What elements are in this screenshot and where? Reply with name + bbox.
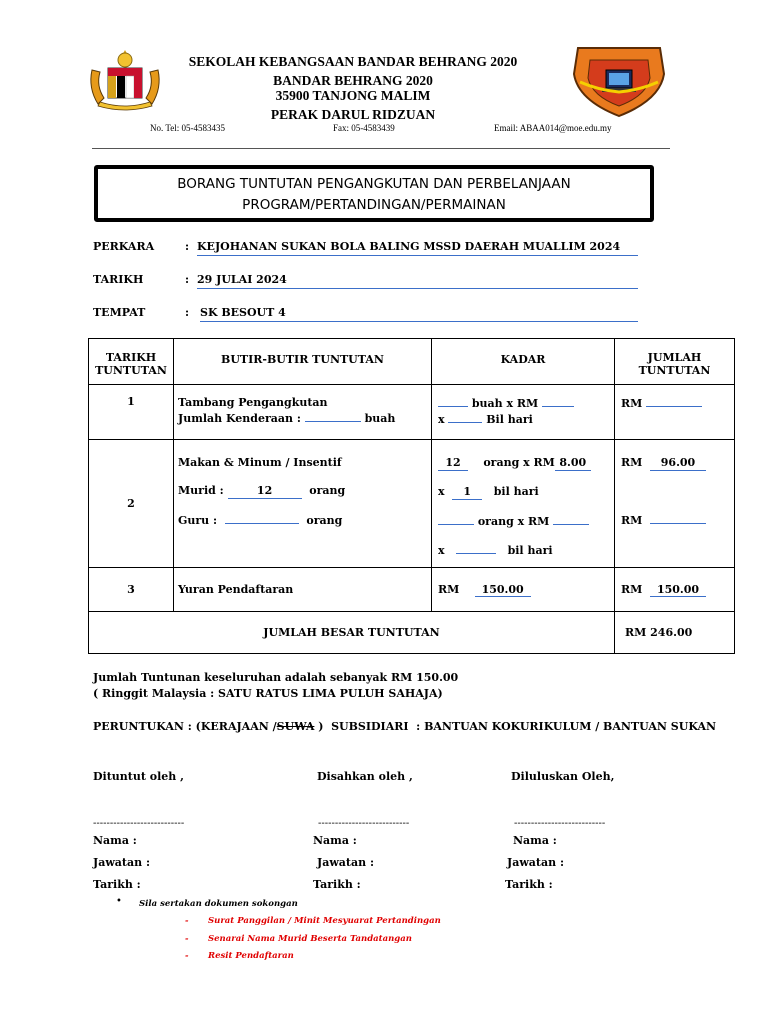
school-address-line1: BANDAR BEHRANG 2020 bbox=[273, 73, 433, 88]
field-value-perkara: KEJOHANAN SUKAN BOLA BALING MSSD DAERAH MUALLIM 2024 bbox=[197, 240, 638, 256]
attachment-dash-icon: - bbox=[185, 951, 189, 961]
transport-total-blank[interactable] bbox=[646, 395, 702, 407]
header-divider bbox=[92, 148, 670, 149]
field-label-tarikh: TARIKH bbox=[93, 273, 144, 286]
guru-rate-text: orang x RM bbox=[477, 515, 550, 528]
row-number: 2 bbox=[89, 440, 174, 568]
meals-rm-label: RM bbox=[621, 456, 643, 469]
guru-rm-label: RM bbox=[621, 514, 643, 527]
murid-unit: orang bbox=[309, 484, 346, 497]
jawatan-label-approver: Jawatan : bbox=[507, 856, 565, 869]
grand-total-value: RM 246.00 bbox=[615, 612, 735, 654]
transport-rm-label: RM bbox=[621, 397, 643, 410]
allocation-prefix: PERUNTUKAN : (KERAJAAN / bbox=[93, 720, 277, 733]
guru-price-blank[interactable] bbox=[553, 513, 589, 525]
attachment-item: Senarai Nama Murid Beserta Tandatangan bbox=[208, 934, 412, 944]
registration-rm-label: RM bbox=[438, 582, 460, 596]
signature-heading-verifier: Disahkan oleh , bbox=[317, 770, 413, 783]
guru-label: Guru : bbox=[178, 514, 218, 527]
transport-days-label: Bil hari bbox=[486, 413, 533, 426]
nama-label-approver: Nama : bbox=[513, 834, 557, 847]
meals-price-value: 8.00 bbox=[555, 455, 591, 471]
school-state: PERAK DARUL RIDZUAN bbox=[270, 107, 436, 122]
registration-total-cell bbox=[615, 568, 735, 612]
school-badge-logo bbox=[568, 44, 670, 118]
vehicle-count-label: Jumlah Kenderaan : bbox=[178, 412, 301, 425]
guru-line bbox=[178, 512, 431, 528]
transport-total-cell bbox=[615, 385, 735, 440]
meals-total-cell bbox=[615, 440, 735, 568]
meals-days-label: bil hari bbox=[493, 485, 539, 498]
guru-days-label: bil hari bbox=[507, 544, 553, 557]
field-value-tarikh: 29 JULAI 2024 bbox=[197, 273, 638, 289]
transport-rate-line2 bbox=[438, 411, 614, 427]
transport-rate-cell bbox=[432, 385, 615, 440]
table-row bbox=[89, 385, 735, 440]
form-title-box bbox=[94, 165, 654, 222]
guru-amount-blank[interactable] bbox=[650, 512, 706, 524]
guru-days-blank[interactable] bbox=[456, 542, 496, 554]
murid-label: Murid : bbox=[178, 484, 224, 497]
field-label-tempat: TEMPAT bbox=[93, 306, 146, 319]
murid-count-value: 12 bbox=[228, 483, 302, 499]
guru-count-blank[interactable] bbox=[225, 512, 299, 524]
meals-total-line2 bbox=[621, 512, 734, 528]
vehicle-count-unit: buah bbox=[364, 412, 396, 425]
grand-total-label: JUMLAH BESAR TUNTUTAN bbox=[89, 612, 615, 654]
guru-unit: orang bbox=[306, 514, 343, 527]
vehicle-count-blank[interactable] bbox=[305, 410, 361, 422]
attachment-note: Sila sertakan dokumen sokongan bbox=[139, 899, 298, 909]
meals-days-value: 1 bbox=[452, 484, 482, 500]
field-label-perkara: PERKARA bbox=[93, 240, 155, 253]
table-row bbox=[89, 568, 735, 612]
table-row bbox=[89, 440, 735, 568]
bullet-icon: • bbox=[116, 896, 122, 907]
attachment-dash-icon: - bbox=[185, 916, 189, 926]
header-kadar: KADAR bbox=[432, 339, 615, 385]
header-jumlah-tuntutan: JUMLAH TUNTUTAN bbox=[615, 339, 735, 385]
signature-heading-approver: Diluluskan Oleh, bbox=[511, 770, 615, 783]
field-colon-tempat: : bbox=[185, 306, 190, 319]
signature-line-verifier[interactable]: --------------------------- bbox=[318, 818, 410, 829]
school-address-line2: 35900 TANJONG MALIM bbox=[275, 88, 431, 103]
signature-line-approver[interactable]: --------------------------- bbox=[514, 818, 606, 829]
allocation-struck-option: SUWA bbox=[276, 720, 315, 733]
field-colon-tarikh: : bbox=[185, 273, 190, 286]
grand-total-row bbox=[89, 612, 735, 654]
attachment-dash-icon: - bbox=[185, 934, 189, 944]
bus-count-blank[interactable] bbox=[438, 395, 468, 407]
field-value-tempat: SK BESOUT 4 bbox=[200, 306, 638, 322]
meals-qty-value: 12 bbox=[438, 455, 468, 471]
registration-rate-cell bbox=[432, 568, 615, 612]
bus-price-blank[interactable] bbox=[542, 395, 574, 407]
allocation-line bbox=[93, 720, 716, 733]
attachment-item: Resit Pendaftaran bbox=[208, 951, 294, 961]
transport-rate-text: buah x RM bbox=[471, 397, 539, 410]
nama-label-verifier: Nama : bbox=[313, 834, 357, 847]
meals-days-line bbox=[438, 484, 614, 500]
vehicle-count-line bbox=[178, 410, 431, 426]
fax-number: Fax: 05-4583439 bbox=[333, 123, 395, 133]
table-header-row bbox=[89, 339, 735, 385]
field-colon-perkara: : bbox=[185, 240, 190, 253]
meals-amount-value: 96.00 bbox=[650, 455, 706, 471]
murid-line bbox=[178, 483, 431, 499]
header-butir-tuntutan: BUTIR-BUTIR TUNTUTAN bbox=[174, 339, 432, 385]
tarikh-label-approver: Tarikh : bbox=[505, 878, 553, 891]
registration-item: Yuran Pendaftaran bbox=[174, 568, 432, 612]
registration-total-value: 150.00 bbox=[650, 583, 706, 597]
registration-fee-value: 150.00 bbox=[475, 583, 531, 597]
meals-rate-cell bbox=[432, 440, 615, 568]
phone-number: No. Tel: 05-4583435 bbox=[150, 123, 225, 133]
meals-multiply-label: x bbox=[438, 485, 445, 498]
meals-total-line1 bbox=[621, 455, 734, 471]
summary-amount-text: Jumlah Tuntunan keseluruhan adalah sebanyak RM 150.00 bbox=[93, 671, 459, 684]
tarikh-label-claimant: Tarikh : bbox=[93, 878, 141, 891]
guru-qty-blank[interactable] bbox=[438, 513, 474, 525]
transport-item-label: Tambang Pengangkutan bbox=[178, 396, 328, 409]
claim-table bbox=[88, 338, 735, 654]
jawatan-label-verifier: Jawatan : bbox=[317, 856, 375, 869]
allocation-suffix: ) SUBSIDIARI : BANTUAN KOKURIKULUM / BANTUAN SUKAN bbox=[314, 720, 717, 733]
summary-words-text: ( Ringgit Malaysia : SATU RATUS LIMA PULUH SAHAJA) bbox=[93, 687, 443, 700]
meals-rate-line1 bbox=[438, 455, 614, 471]
guru-days-line bbox=[438, 542, 614, 558]
attachment-item: Surat Panggilan / Minit Mesyuarat Pertandingan bbox=[208, 916, 441, 926]
jawatan-label-claimant: Jawatan : bbox=[93, 856, 151, 869]
school-name: SEKOLAH KEBANGSAAN BANDAR BEHRANG 2020 bbox=[188, 54, 518, 69]
nama-label-claimant: Nama : bbox=[93, 834, 137, 847]
meals-rate-text: orang x RM bbox=[483, 456, 555, 469]
row-number: 1 bbox=[89, 385, 174, 440]
form-title-line1: BORANG TUNTUTAN PENGANGKUTAN DAN PERBELANJAAN bbox=[177, 176, 571, 192]
guru-multiply-label: x bbox=[438, 544, 445, 557]
meals-details-cell bbox=[174, 440, 432, 568]
transport-multiply-label: x bbox=[438, 413, 445, 426]
email-address: Email: ABAA014@moe.edu.my bbox=[494, 123, 612, 133]
transport-rate-line1 bbox=[438, 395, 614, 411]
header-tarikh-tuntutan: TARIKH TUNTUTAN bbox=[89, 339, 174, 385]
guru-rate-line bbox=[438, 513, 614, 529]
tarikh-label-verifier: Tarikh : bbox=[313, 878, 361, 891]
meals-item-label: Makan & Minum / Insentif bbox=[178, 456, 342, 469]
signature-heading-claimant: Dituntut oleh , bbox=[93, 770, 184, 783]
registration-total-rm: RM bbox=[621, 582, 643, 596]
form-title-line2: PROGRAM/PERTANDINGAN/PERMAINAN bbox=[242, 197, 506, 213]
transport-days-blank[interactable] bbox=[448, 411, 482, 423]
transport-details-cell bbox=[174, 385, 432, 440]
row-number: 3 bbox=[89, 568, 174, 612]
signature-line-claimant[interactable]: --------------------------- bbox=[93, 818, 185, 829]
